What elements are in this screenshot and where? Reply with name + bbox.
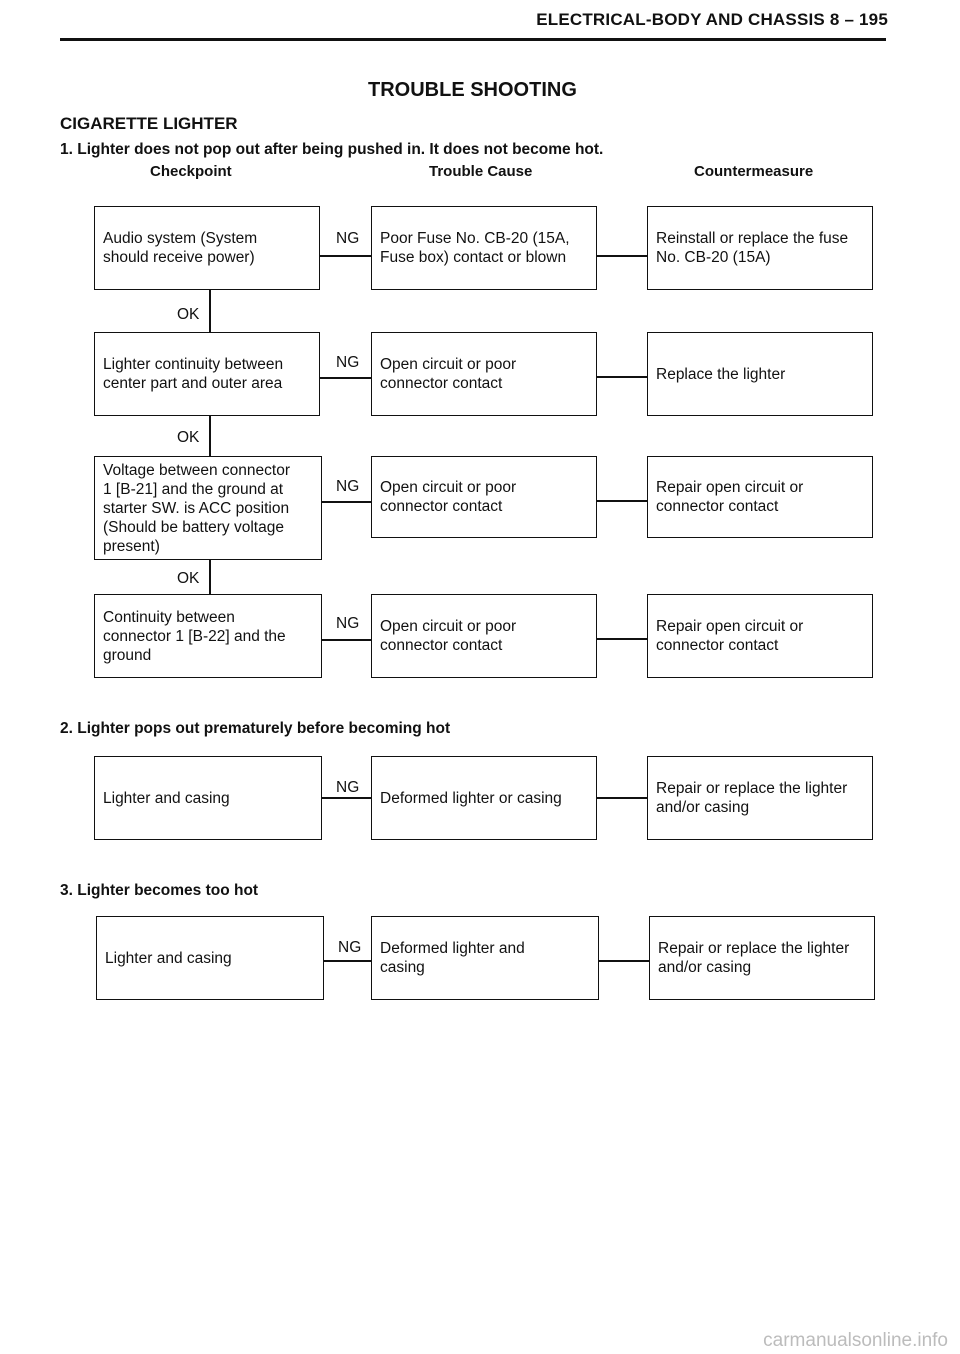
flow1-action-2: Replace the lighter: [647, 332, 873, 416]
flow3-check: Lighter and casing: [96, 916, 324, 1000]
flow1-cause-1: Poor Fuse No. CB-20 (15A, Fuse box) contact or blown: [371, 206, 597, 290]
ng-label: NG: [336, 779, 360, 796]
ng-connector: [320, 377, 371, 379]
ng-label: NG: [338, 939, 362, 956]
flow1-cause-2: Open circuit or poor connector contact: [371, 332, 597, 416]
flow1-action-1: Reinstall or replace the fuse No. CB-20 (15A): [647, 206, 873, 290]
flow1-check-4: Continuity between connector 1 [B-22] and the ground: [94, 594, 322, 678]
flow3-title: 3. Lighter becomes too hot: [60, 882, 259, 899]
ng-label: NG: [336, 615, 360, 632]
header-title: ELECTRICAL-BODY AND CHASSIS 8 – 195: [536, 10, 888, 29]
flow1-check-3: Voltage between connector 1 [B-21] and the ground at starter SW. is ACC position (Should be battery voltage present): [94, 456, 322, 560]
ng-connector: [324, 960, 371, 962]
flow1-action-3: Repair open circuit or connector contact: [647, 456, 873, 538]
ok-connector: [209, 560, 211, 594]
page-title: TROUBLE SHOOTING: [368, 79, 577, 101]
ok-connector: [209, 416, 211, 456]
ng-connector: [322, 797, 371, 799]
col-countermeasure: Countermeasure: [694, 163, 814, 180]
ng-connector: [320, 255, 371, 257]
watermark-text: carmanualsonline.info: [763, 1330, 948, 1351]
action-connector: [599, 960, 649, 962]
flow1-cause-3: Open circuit or poor connector contact: [371, 456, 597, 538]
flow2-action: Repair or replace the lighter and/or casing: [647, 756, 873, 840]
col-checkpoint: Checkpoint: [150, 163, 232, 180]
action-connector: [597, 797, 647, 799]
section-title: CIGARETTE LIGHTER: [60, 114, 238, 133]
ng-label: NG: [336, 230, 360, 247]
ok-connector: [209, 290, 211, 332]
ng-connector: [322, 639, 371, 641]
flow1-cause-4: Open circuit or poor connector contact: [371, 594, 597, 678]
flow2-cause: Deformed lighter or casing: [371, 756, 597, 840]
col-cause: Trouble Cause: [429, 163, 533, 180]
ok-label: OK: [177, 570, 200, 587]
flow1-check-1: Audio system (System should receive power): [94, 206, 320, 290]
flow1-check-2: Lighter continuity between center part and outer area: [94, 332, 320, 416]
ok-label: OK: [177, 429, 200, 446]
header-rule: [60, 38, 886, 41]
ng-label: NG: [336, 478, 360, 495]
action-connector: [597, 500, 647, 502]
ng-label: NG: [336, 354, 360, 371]
flow1-title: 1. Lighter does not pop out after being pushed in. It does not become hot.: [60, 141, 604, 158]
ok-label: OK: [177, 306, 200, 323]
flow3-action: Repair or replace the lighter and/or casing: [649, 916, 875, 1000]
action-connector: [597, 376, 647, 378]
flow1-action-4: Repair open circuit or connector contact: [647, 594, 873, 678]
action-connector: [597, 638, 647, 640]
flow3-cause: Deformed lighter and casing: [371, 916, 599, 1000]
ng-connector: [322, 501, 371, 503]
flow2-title: 2. Lighter pops out prematurely before becoming hot: [60, 720, 451, 737]
action-connector: [597, 255, 647, 257]
flow2-check: Lighter and casing: [94, 756, 322, 840]
